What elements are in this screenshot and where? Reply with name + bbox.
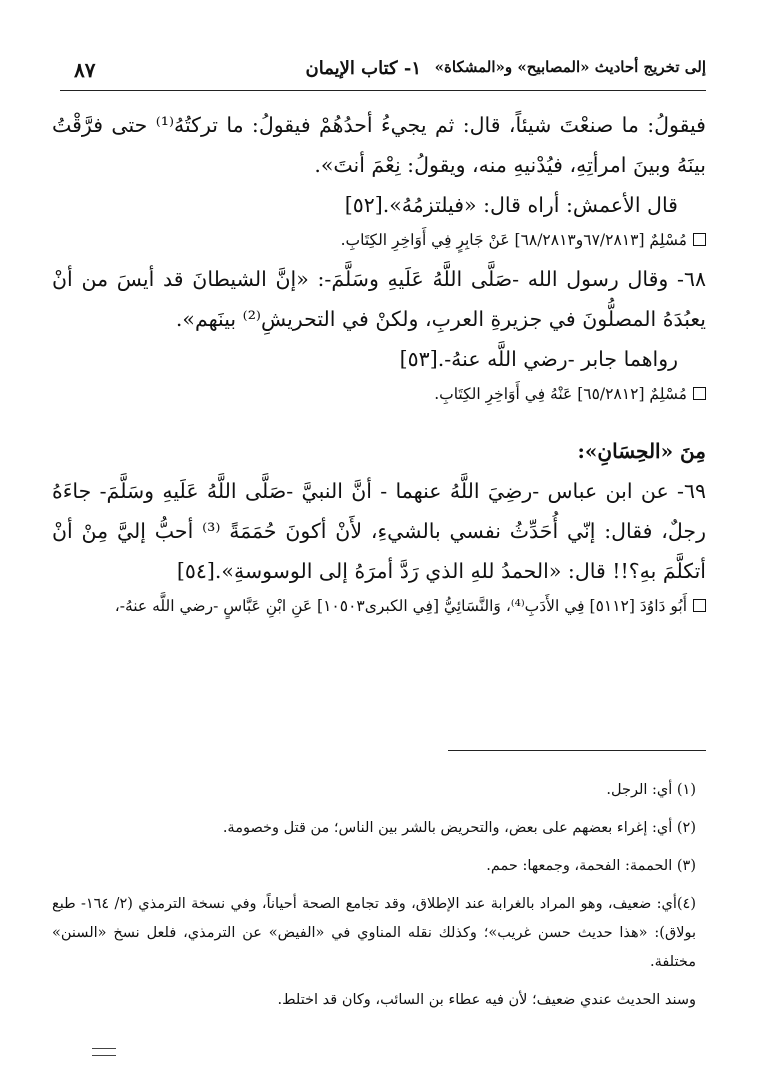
- reference-text: أَبُو دَاوُدَ [٥١١٢] فِي الأَدَبِ⁽⁴⁾، وَالنَّسَائِيُّ [فِي الكبرى١٠٥٠٣] عَنِ ابْنِ عَبَّاسٍ -رضي اللَّه عنهُ-،: [114, 597, 687, 615]
- chapter-title: ١- كتاب الإيمان: [305, 58, 421, 79]
- main-text: [52, 105, 706, 625]
- footnote: (٤)أي: ضعيف، وهو المراد بالغرابة عند الإطلاق، وقد تجامع الصحة أحياناً، وفي نسخة الترمذي (٢/ ١٦٤- طبع بولاق): «هذا حديث حسن غريب»؛ وكذلك نقله المناوي في «الفيض» عن الترمذي، فلعل نسخ «السنن» مختلفة.: [52, 896, 696, 970]
- running-title: إلى تخريج أحاديث «المصابيح» و«المشكاة»: [434, 58, 706, 76]
- square-marker-icon: [693, 233, 706, 246]
- square-marker-icon: [693, 387, 706, 400]
- footnote: (١) أي: الرجل.: [606, 782, 696, 798]
- hadith-paragraph: ٦٨- وقال رسول الله -صَلَّى اللَّهُ عَلَيهِ وسَلَّمَ-: «إنَّ الشيطانَ قد أيسَ من أنْ يعبُدَهُ المصلُّونَ في جزيرةِ العربِ، ولكنْ في التحريشِ⁽²⁾ بينَهم».: [52, 267, 706, 331]
- page-end-mark: [92, 1048, 116, 1056]
- footnotes: [52, 776, 696, 1024]
- square-marker-icon: [693, 599, 706, 612]
- reference-text: مُسْلِمٌ [٦٥/٢٨١٢] عَنْهُ فِي أَوَاخِرِ الكِتَابِ.: [434, 385, 687, 403]
- footnote-separator: [448, 750, 706, 751]
- reference-line: [52, 225, 706, 255]
- reference-line: [52, 591, 706, 621]
- section-heading: مِنَ «الحِسَانِ»:: [577, 439, 706, 463]
- reference-text: مُسْلِمٌ [٦٧/٢٨١٣و٦٨/٢٨١٣] عَنْ جَابِرٍ فِي أَوَاخِرِ الكِتَابِ.: [340, 231, 687, 249]
- page-header: [60, 52, 706, 91]
- paragraph: رواهما جابر -رضي اللَّه عنهُ-.[٥٣]: [399, 347, 678, 371]
- footnote: (٣) الحممة: الفحمة، وجمعها: حمم.: [486, 858, 696, 874]
- paragraph: فيقولُ: ما صنعْتَ شيئاً، قال: ثم يجيءُ أحدُهُمْ فيقولُ: ما تركتُهُ⁽¹⁾ حتى فرَّقْتُ بينَهُ وبينَ امرأتِهِ، فيُدْنيهِ منه، ويقولُ: نِعْمَ أنتَ».: [52, 113, 706, 177]
- hadith-paragraph: ٦٩- عن ابن عباس -رضِيَ اللَّهُ عنهما - أنَّ النبيَّ -صَلَّى اللَّهُ عَلَيهِ وسَلَّمَ- جاءَهُ رجلٌ، فقال: إنّي أُحَدِّثُ نفسي بالشيءِ، لأَنْ أكونَ حُمَمَةً ⁽³⁾ أحبُّ إليَّ مِنْ أنْ أتكلَّمَ بهِ؟!! قال: «الحمدُ للهِ الذي رَدَّ أمرَهُ إلى الوسوسةِ».[٥٤]: [52, 479, 706, 583]
- page-number: ٨٧: [74, 58, 96, 82]
- paragraph: قال الأعمش: أراه قال: «فيلتزمُهُ».[٥٢]: [344, 193, 678, 217]
- footnote: (٢) أي: إغراء بعضهم على بعض، والتحريض بالشر بين الناس؛ من قتل وخصومة.: [222, 820, 696, 836]
- footnote-continuation: وسند الحديث عندي ضعيف؛ لأن فيه عطاء بن السائب، وكان قد اختلط.: [277, 992, 696, 1008]
- reference-line: [52, 379, 706, 409]
